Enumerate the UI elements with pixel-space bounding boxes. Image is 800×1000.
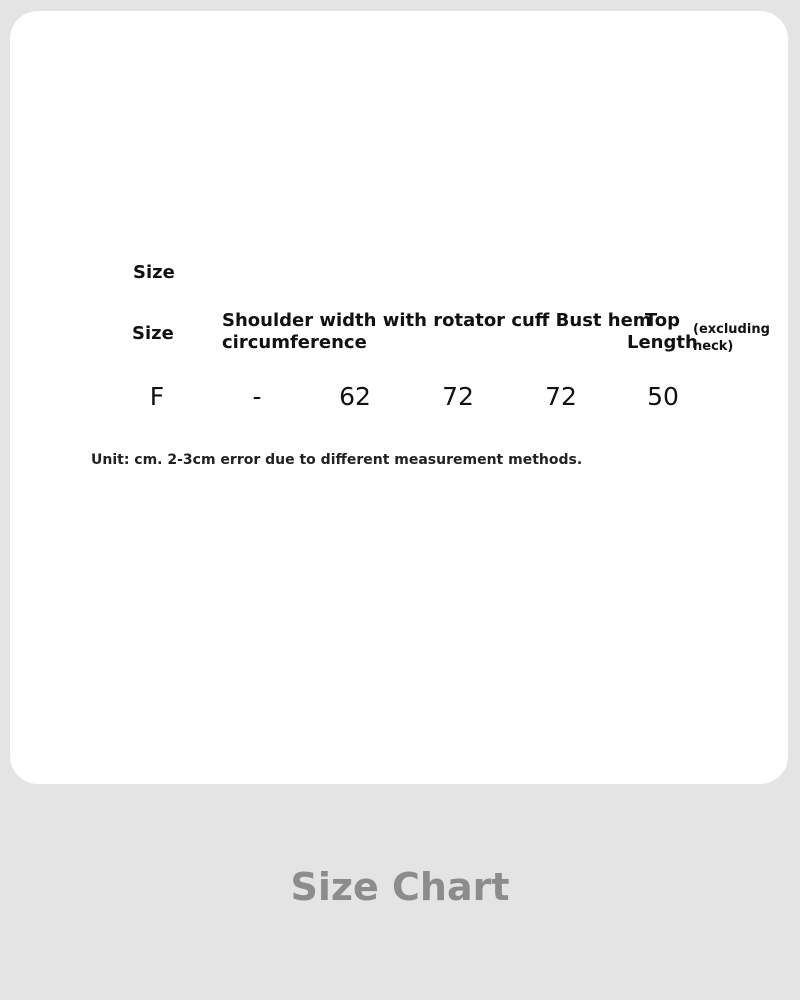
header-size: Size [132, 323, 174, 344]
header-excluding-neck [693, 321, 770, 355]
header-excluding-line2: neck) [693, 339, 734, 354]
measurement-note: Unit: cm. 2-3cm error due to different measurement methods. [91, 452, 583, 468]
table-cell-size: F [149, 382, 165, 411]
header-top-length-line1: Top [644, 310, 680, 331]
size-chart-card [10, 11, 788, 784]
table-cell-top-length: 50 [647, 382, 679, 411]
header-measurements-line2: circumference [222, 332, 367, 353]
table-cell-col5: 72 [545, 382, 577, 411]
table-cell-shoulder: - [252, 382, 262, 411]
table-cell-col3: 62 [339, 382, 371, 411]
size-label: Size [133, 262, 175, 283]
header-measurements [222, 310, 652, 354]
header-top-length-line2: Length [627, 332, 698, 353]
header-top-length [627, 310, 698, 354]
header-measurements-line1: Shoulder width with rotator cuff Bust hem [222, 310, 652, 331]
footer-title: Size Chart [290, 865, 510, 909]
table-cell-col4: 72 [442, 382, 474, 411]
header-excluding-line1: (excluding [693, 322, 770, 337]
